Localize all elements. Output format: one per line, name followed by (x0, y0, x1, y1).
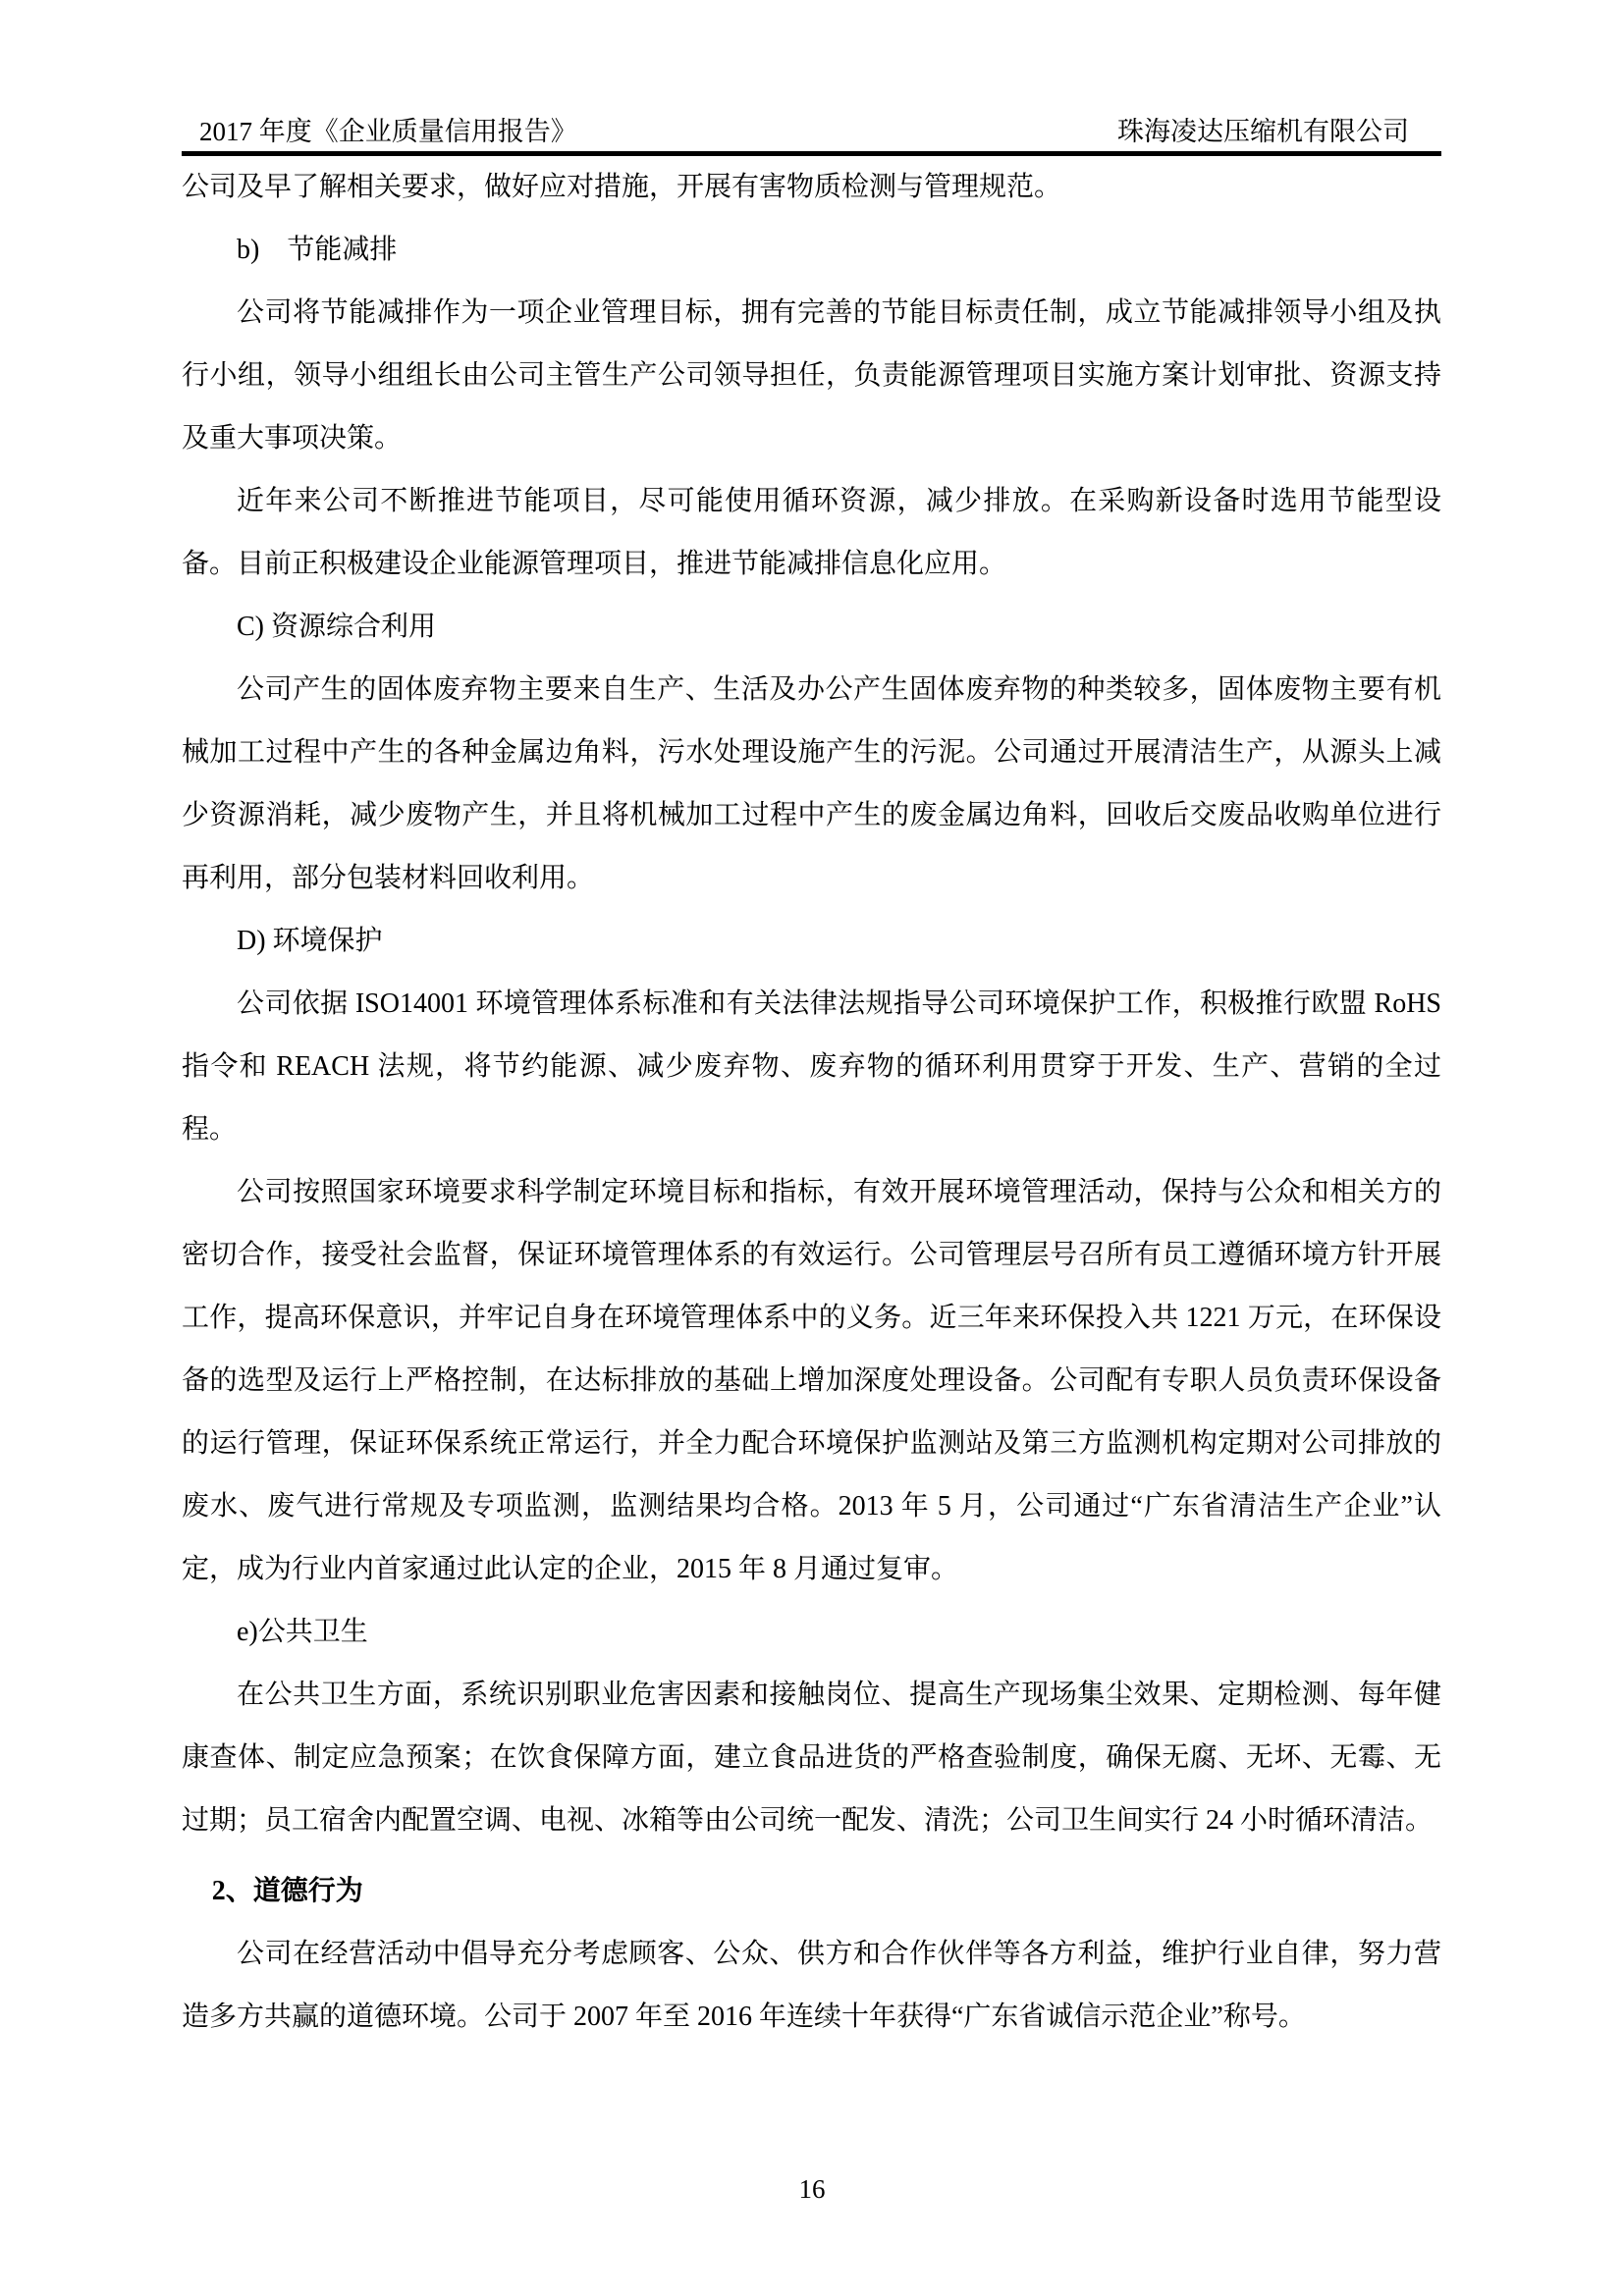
section-item-e-public-health: e)公共卫生 (237, 1617, 368, 1647)
section-item-c-resource-utilization: C) 资源综合利用 (237, 612, 437, 642)
paragraph: 公司按照国家环境要求科学制定环境目标和指标，有效开展环境管理活动，保持与公众和相关方的密切合作，接受社会监督，保证环境管理体系的有效运行。公司管理层号召所有员工遵循环境方针开展工作，提高环保意识，并牢记自身在环境管理体系中的义务。近三年来环保投入共 1221 万元，在环保设备的选型及运行上严格控制，在达标排放的基础上增加深度处理设备。公司配有专职人员负责环保设备的运行管理，保证环保系统正常运行，并全力配合环境保护监测站及第三方监测机构定期对公司排放的废水、废气进行常规及专项监测，监测结果均合格。2013 年 5 月，公司通过“广东省清洁生产企业”认定，成为行业内首家通过此认定的企业，2015 年 8 月通过复审。 (182, 1177, 1441, 1584)
page-header (182, 114, 1441, 149)
paragraph: 公司在经营活动中倡导充分考虑顾客、公众、供方和合作伙伴等各方利益，维护行业自律，努力营造多方共赢的道德环境。公司于 2007 年至 2016 年连续十年获得“广东省诚信示范企业”称号。 (182, 1939, 1441, 2032)
paragraph: 近年来公司不断推进节能项目，尽可能使用循环资源，减少排放。在采购新设备时选用节能型设备。目前正积极建设企业能源管理项目，推进节能减排信息化应用。 (182, 486, 1441, 579)
header-company-name: 珠海凌达压缩机有限公司 (1117, 117, 1409, 146)
header-report-title: 2017 年度《企业质量信用报告》 (199, 117, 577, 146)
paragraph: 公司将节能减排作为一项企业管理目标，拥有完善的节能目标责任制，成立节能减排领导小组及执行小组，领导小组组长由公司主管生产公司领导担任，负责能源管理项目实施方案计划审批、资源支持及重大事项决策。 (182, 297, 1441, 454)
paragraph: 在公共卫生方面，系统识别职业危害因素和接触岗位、提高生产现场集尘效果、定期检测、每年健康查体、制定应急预案；在饮食保障方面，建立食品进货的严格查验制度，确保无腐、无坏、无霉、无过期；员工宿舍内配置空调、电视、冰箱等由公司统一配发、清洗；公司卫生间实行 24 小时循环清洁。 (182, 1680, 1441, 1836)
paragraph-continuation: 公司及早了解相关要求，做好应对措施，开展有害物质检测与管理规范。 (182, 172, 1062, 202)
section-item-d-environmental-protection: D) 环境保护 (237, 926, 383, 956)
page-number: 16 (798, 2174, 826, 2204)
section-item-b-energy-saving: b) 节能减排 (237, 235, 398, 265)
document-body (182, 156, 1441, 2049)
paragraph: 公司依据 ISO14001 环境管理体系标准和有关法律法规指导公司环境保护工作，积极推行欧盟 RoHS 指令和 REACH 法规，将节约能源、减少废弃物、废弃物的循环利用贯穿于开发、生产、营销的全过程。 (182, 988, 1441, 1145)
section-heading-ethics: 2、道德行为 (211, 1876, 363, 1906)
paragraph: 公司产生的固体废弃物主要来自生产、生活及办公产生固体废弃物的种类较多，固体废物主要有机械加工过程中产生的各种金属边角料，污水处理设施产生的污泥。公司通过开展清洁生产，从源头上减少资源消耗，减少废物产生，并且将机械加工过程中产生的废金属边角料，回收后交废品收购单位进行再利用，部分包装材料回收利用。 (182, 674, 1441, 893)
